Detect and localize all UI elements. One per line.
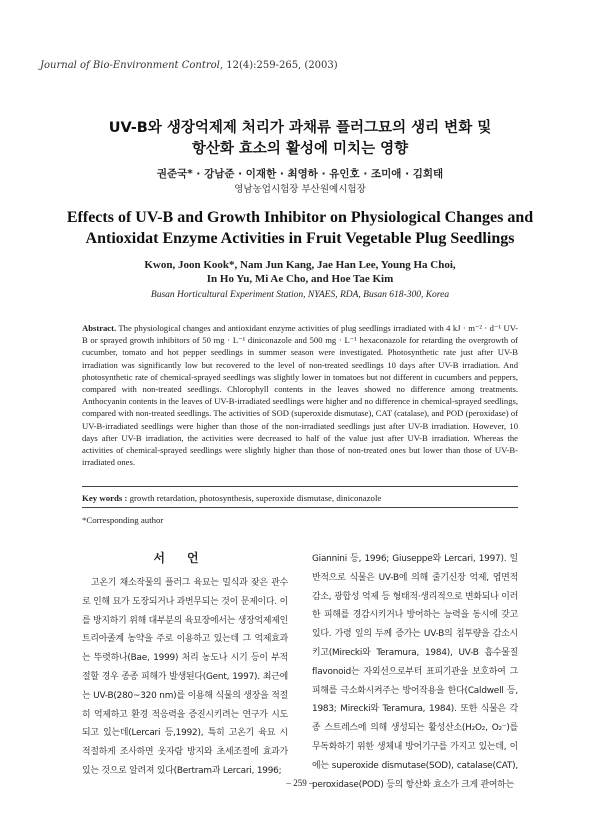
korean-title-line1: UV-B와 생장억제제 처리가 과채류 플러그묘의 생리 변화 및 bbox=[108, 120, 492, 136]
english-authors-line2: In Ho Yu, Mi Ae Cho, and Hoe Tae Kim bbox=[206, 273, 394, 285]
keywords bbox=[82, 493, 518, 503]
journal-name: Journal of Bio-Environment Control, bbox=[40, 60, 224, 71]
section-heading-introduction: 서언 bbox=[153, 551, 221, 565]
english-authors bbox=[40, 258, 560, 286]
abstract bbox=[82, 322, 518, 468]
korean-title-line2: 항산화 효소의 활성에 미치는 영향 bbox=[191, 141, 409, 157]
korean-affiliation: 영남농업시험장 부산원예시험장 bbox=[234, 184, 366, 195]
english-authors-line1: Kwon, Joon Kook*, Nam Jun Kang, Jae Han Lee, Young Ha Choi, bbox=[144, 259, 456, 271]
abstract-label: Abstract. bbox=[82, 323, 117, 333]
keywords-text: growth retardation, photosynthesis, superoxide dismutase, diniconazole bbox=[129, 493, 382, 503]
abstract-text: The physiological changes and antioxidant enzyme activities of plug seedlings irradiated with 4 kJ · m⁻² · d⁻¹ UV-B or sprayed growth inhibitors of 50 mg · L⁻¹ diniconazole and 500 mg · L⁻¹ hexaconazole for retarding the overgrowth of cucumber, tomato and hot pepper seedlings in summer season were investigated. Photosynthetic rate just after UV-B irradiation was significantly low but recovered to the level of non-treated seedlings 10 days after UV-B irradiation. And photosynthetic rate of chemical-sprayed seedlings was slightly lower in tomatoes but not different in cucumbers and peppers, compared with non-treated seedlings. Chlorophyll contents in the leaves showed no difference among treatments. Anthocyanin contents in the leaves of UV-B-irradiated seedlings were higher and no difference in chemical-sprayed seedlings, compared with non-treated seedlings. The activities of SOD (superoxide dismutase), CAT (catalase), and POD (peroxidase) of UV-B-irradiated seedlings were higher than those of the non-irradiated seedlings just after UV-B irradiation. However, 10 days after UV-B irradiation, the activities were decreased to half of the value just after UV-B irradiation. Whereas the activities of chemical-sprayed seedlings were slightly higher than those of non-treated ones but lower than those of UV-B-irradiated ones. bbox=[82, 323, 518, 468]
keywords-top-rule bbox=[82, 486, 518, 487]
corresponding-author-note: *Corresponding author bbox=[82, 515, 164, 525]
journal-citation bbox=[40, 60, 338, 71]
english-title-line2: Antioxidat Enzyme Activities in Fruit Vegetable Plug Seedlings bbox=[85, 230, 515, 247]
korean-authors: 권준국* · 강남준 · 이재한 · 최영하 · 유인호 · 조미애 · 김회태 bbox=[156, 168, 444, 180]
english-title-line1: Effects of UV-B and Growth Inhibitor on Physiological Changes and bbox=[66, 209, 534, 226]
journal-issue: 12(4):259-265, (2003) bbox=[226, 60, 338, 71]
korean-title bbox=[40, 118, 560, 160]
keywords-bottom-rule bbox=[82, 507, 518, 508]
english-affiliation: Busan Horticultural Experiment Station, NYAES, RDA, Busan 618-300, Korea bbox=[150, 290, 450, 300]
english-title bbox=[30, 207, 570, 249]
keywords-label: Key words : bbox=[82, 493, 128, 503]
page-number: – 259 – bbox=[286, 778, 314, 788]
introduction-right-column: Giannini 등, 1996; Giuseppe와 Lercari, 1997). 일반적으로 식물은 UV-B에 의해 줄기신장 억제, 엽면적 감소, 광합성 억제 등 형태적·생리적으로 변화되나 이러한 피해를 경감시키거나 방어하는 능력을 동시에 갖고 있다. 가령 잎의 두께 증가는 UV-B의 침투량을 감소시키고(Mirecki와 Teramura, 1984), UV-B 흡수물질 flavonoid는 자외선으로부터 표피기관을 보호하여 그 피해를 극소화시켜주는 방어작용을 한다(Caldwell 등, 1983; Mirecki와 Teramura, 1984). 또한 식물은 각종 스트레스에 의해 생성되는 활성산소(H₂O₂, O₂⁻)를 무독화하기 위한 생체내 방어기구를 가지고 있는데, 이에는 superoxide dismutase(SOD), catalase(CAT), peroxidase(POD) 등의 항산화 효소가 크게 관여하는 bbox=[312, 554, 518, 790]
introduction-left-column: 고온기 채소작물의 플러그 육묘는 밀식과 잦은 관수로 인해 묘가 도장되거나 과번무되는 것이 문제이다. 이를 방지하기 위해 대부분의 육묘장에서는 생장억제제인 트리아졸계 농약을 주로 이용하고 있는데 그 억제효과는 뚜렷하나(Bae, 1999) 처리 농도나 시기 등이 부적절할 경우 종종 피해가 발생된다(Gent, 1997). 최근에는 UV-B(280~320 nm)를 이용해 식물의 생장을 적절히 억제하고 환경 적응력을 증진시키려는 연구가 시도되고 있는데(Lercari 등,1992), 특히 고온기 육묘 시 적절하게 조사하면 웃자람 방지와 초세조절에 효과가 있는 것으로 알려져 있다(Bertram과 Lercari, 1996; bbox=[82, 578, 288, 776]
